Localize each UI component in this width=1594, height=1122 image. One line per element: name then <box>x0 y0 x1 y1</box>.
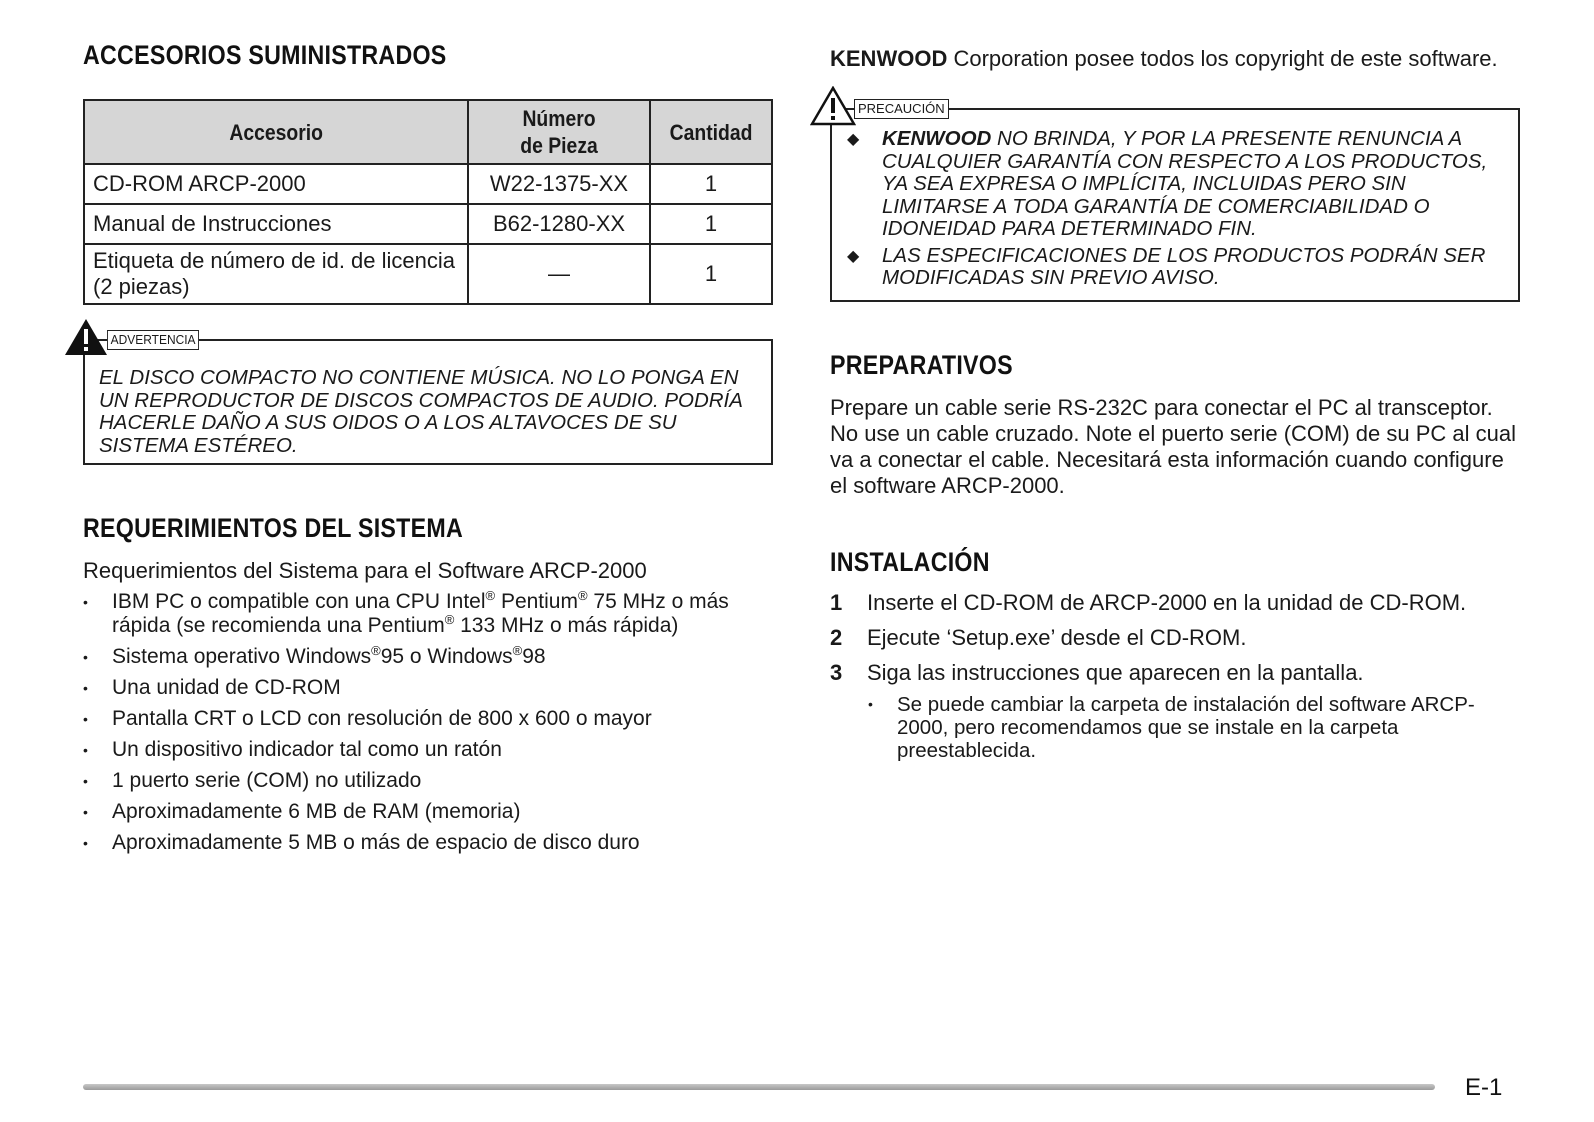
bullet-dot-icon: • <box>83 742 88 758</box>
requirement-text: Aproximadamente 5 MB o más de espacio de disco duro <box>112 831 640 854</box>
table-header-quantity: Cantidad <box>650 100 772 164</box>
caution-item <box>847 243 1500 290</box>
step-text: Ejecute ‘Setup.exe’ desde el CD-ROM. <box>867 624 1247 650</box>
requirements-section <box>83 513 773 855</box>
copyright-text: Corporation posee todos los copyright de este software. <box>947 46 1498 71</box>
preparation-section <box>830 350 1520 499</box>
preparation-text: Prepare un cable serie RS-232C para conectar el PC al transceptor. No use un cable cruzado. Note el puerto serie (COM) de su PC al cual va a conectar el cable. Necesitará esta información cuando configure el software ARCP-2000. <box>830 394 1516 498</box>
table-cell-item: CD-ROM ARCP-2000 <box>84 164 468 204</box>
list-item <box>83 831 773 855</box>
diamond-bullet-icon: ◆ <box>847 131 860 148</box>
caution-label: PRECAUCIÓN <box>854 99 949 119</box>
table-cell-qty: 1 <box>650 164 772 204</box>
bullet-dot-icon: • <box>83 835 88 851</box>
installation-heading: INSTALACIÓN <box>830 546 990 577</box>
table-cell-item: Etiqueta de número de id. de licencia (2 piezas) <box>84 244 468 304</box>
preparation-heading: PREPARATIVOS <box>830 349 1013 380</box>
caution-triangle-icon <box>810 86 856 126</box>
step-number: 3 <box>830 659 843 685</box>
warning-text: EL DISCO COMPACTO NO CONTIENE MÚSICA. NO LO PONGA EN UN REPRODUCTOR DE DISCOS COMPACTOS DE AUDIO. PODRÍA HACERLE DAÑO A SUS OIDOS O A LOS ALTAVOCES DE SU SISTEMA ESTÉREO. <box>99 366 743 457</box>
requirement-text: Sistema operativo Windows®95 o Windows®98 <box>112 643 546 668</box>
table-cell-qty: 1 <box>650 204 772 244</box>
installation-section <box>830 547 1520 762</box>
left-column <box>83 40 773 862</box>
warning-label: ADVERTENCIA <box>107 330 199 350</box>
diamond-bullet-icon: ◆ <box>847 247 860 265</box>
installation-note-text: Se puede cambiar la carpeta de instalación del software ARCP-2000, pero recomendamos que se instale en la carpeta preestablecida. <box>897 692 1475 762</box>
installation-steps <box>830 590 1520 686</box>
caution-box <box>830 101 1520 302</box>
requirement-text: 1 puerto serie (COM) no utilizado <box>112 769 422 792</box>
requirement-text: Una unidad de CD-ROM <box>112 676 341 699</box>
warning-triangle-icon <box>63 317 109 357</box>
caution-brand: KENWOOD <box>882 127 992 150</box>
warning-box <box>83 332 773 465</box>
list-item <box>83 800 773 824</box>
step-text: Siga las instrucciones que aparecen en la pantalla. <box>867 659 1364 685</box>
accessories-heading: ACCESORIOS SUMINISTRADOS <box>83 40 447 70</box>
requirements-heading: REQUERIMIENTOS DEL SISTEMA <box>83 513 463 543</box>
step-text: Inserte el CD-ROM de ARCP-2000 en la unidad de CD-ROM. <box>867 589 1467 615</box>
table-cell-item: Manual de Instrucciones <box>84 204 468 244</box>
requirement-text: Un dispositivo indicador tal como un ratón <box>112 738 502 761</box>
requirements-list <box>83 590 773 855</box>
list-item <box>83 645 773 669</box>
requirements-intro: Requerimientos del Sistema para el Software ARCP-2000 <box>83 558 647 583</box>
list-item <box>830 660 1520 686</box>
caution-text: LAS ESPECIFICACIONES DE LOS PRODUCTOS PODRÁN SER MODIFICADAS SIN PREVIO AVISO. <box>882 243 1486 289</box>
table-cell-qty: 1 <box>650 244 772 304</box>
requirement-text: Pantalla CRT o LCD con resolución de 800 x 600 o mayor <box>112 707 652 730</box>
bullet-dot-icon: • <box>83 804 88 820</box>
list-item <box>830 625 1520 651</box>
table-row <box>84 164 772 204</box>
copyright-notice <box>830 46 1520 72</box>
list-item <box>83 707 773 731</box>
installation-note <box>830 693 1520 762</box>
list-item <box>83 676 773 700</box>
step-number: 2 <box>830 624 843 650</box>
bullet-dot-icon: • <box>868 695 873 712</box>
list-item <box>83 769 773 793</box>
bullet-dot-icon: • <box>83 773 88 789</box>
brand-name: KENWOOD <box>830 46 948 71</box>
table-cell-part: B62-1280-XX <box>468 204 650 244</box>
caution-text: NO BRINDA, Y POR LA PRESENTE RENUNCIA A CUALQUIER GARANTÍA CON RESPECTO A LOS PRODUCTOS, YA SEA EXPRESA O IMPLÍCITA, INCLUIDAS PERO SIN LIMITARSE A TODA GARANTÍA DE COMERCIABILIDAD O IDONEIDAD PARA DETERMINADO FIN. <box>882 127 1488 240</box>
right-column <box>830 40 1520 762</box>
list-item <box>83 590 773 638</box>
step-number: 1 <box>830 589 843 615</box>
table-cell-part: W22-1375-XX <box>468 164 650 204</box>
requirement-text: Aproximadamente 6 MB de RAM (memoria) <box>112 800 521 823</box>
requirement-text: IBM PC o compatible con una CPU Intel® Pentium® 75 MHz o más rápida (se recomienda una Pentium® 133 MHz o más rápida) <box>112 588 729 637</box>
table-header-accessory: Accesorio <box>84 100 468 164</box>
bullet-dot-icon: • <box>83 649 88 665</box>
accessories-table <box>83 99 773 305</box>
list-item <box>830 590 1520 616</box>
table-cell-part: — <box>468 244 650 304</box>
footer-rule <box>83 1084 1435 1090</box>
bullet-dot-icon: • <box>83 711 88 727</box>
table-row <box>84 244 772 304</box>
caution-item <box>847 127 1500 241</box>
bullet-dot-icon: • <box>83 680 88 696</box>
list-item <box>83 738 773 762</box>
table-header-part-number: Número de Pieza <box>468 100 650 164</box>
table-row <box>84 204 772 244</box>
page-number: E-1 <box>1465 1074 1503 1101</box>
bullet-dot-icon: • <box>83 594 88 610</box>
